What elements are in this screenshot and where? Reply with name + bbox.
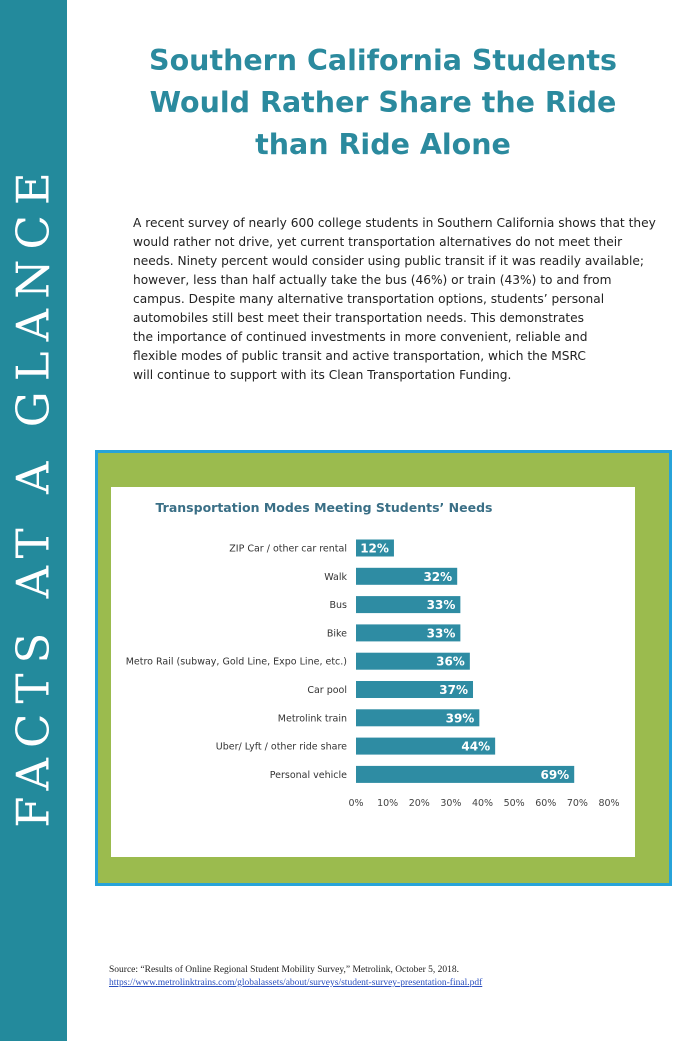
bar-value-label: 32% [423,569,453,584]
x-tick-label: 60% [535,798,557,809]
x-tick-label: 40% [471,798,494,809]
title-line: than Ride Alone [255,128,511,161]
category-label: Metro Rail (subway, Gold Line, Expo Line, etc.) [125,656,347,668]
sidebar-heading: FACTS AT A GLANCE [6,162,60,828]
bar-value-label: 36% [436,654,465,669]
page-title [100,40,666,166]
bar-value-label: 69% [540,767,570,782]
x-tick-label: 20% [408,798,430,809]
paragraph-line: would rather not drive, yet current transportation alternatives do not meet their [133,235,623,249]
title-line: Would Rather Share the Ride [149,86,617,119]
bar-chart [111,487,635,857]
x-tick-label: 80% [598,798,620,809]
bar-value-label: 33% [426,598,456,613]
paragraph-line: needs. Ninety percent would consider using public transit if it was readily available; [133,254,644,268]
bar-value-label: 44% [461,739,491,754]
paragraph-line: will continue to support with its Clean Transportation Funding. [133,368,512,382]
source-citation: Source: “Results of Online Regional Student Mobility Survey,” Metrolink, October 5, 2018. [109,965,460,975]
category-label: Bus [329,600,347,612]
chart-panel [111,487,635,857]
x-tick-label: 10% [377,798,399,809]
chart-frame [95,450,672,886]
chart-body [126,540,620,810]
title-line: Southern California Students [149,44,617,77]
category-label: Car pool [307,685,347,696]
source-note [109,964,669,990]
paragraph-line: flexible modes of public transit and active transportation, which the MSRC [133,349,586,363]
category-label: Uber/ Lyft / other ride share [215,741,347,753]
x-tick-label: 0% [348,798,364,809]
category-label: Walk [324,571,347,583]
paragraph-line: automobiles still best meet their transportation needs. This demonstrates [133,311,585,325]
category-label: Metrolink train [277,713,347,725]
x-tick-label: 30% [440,798,462,809]
category-label: Personal vehicle [269,769,347,781]
source-link[interactable]: https://www.metrolinktrains.com/globalassets/about/surveys/student-survey-presentation-final.pdf [109,978,483,988]
sidebar-banner [0,0,67,1041]
paragraph-line: campus. Despite many alternative transportation options, students’ personal [133,292,605,306]
paragraph-line: the importance of continued investments in more convenient, reliable and [133,330,588,344]
bar-value-label: 39% [445,711,475,726]
category-label: ZIP Car / other car rental [229,543,347,555]
category-label: Bike [326,628,347,640]
paragraph-line: however, less than half actually take the bus (46%) or train (43%) to and from [133,273,612,287]
bar-value-label: 12% [360,541,389,556]
paragraph-line: A recent survey of nearly 600 college students in Southern California shows that they [133,216,656,230]
x-tick-label: 50% [503,798,525,809]
bar-value-label: 37% [439,683,469,697]
intro-paragraph [133,214,656,385]
bar-value-label: 33% [426,626,456,641]
x-tick-label: 70% [566,798,588,809]
chart-title: Transportation Modes Meeting Students’ Needs [155,500,493,515]
